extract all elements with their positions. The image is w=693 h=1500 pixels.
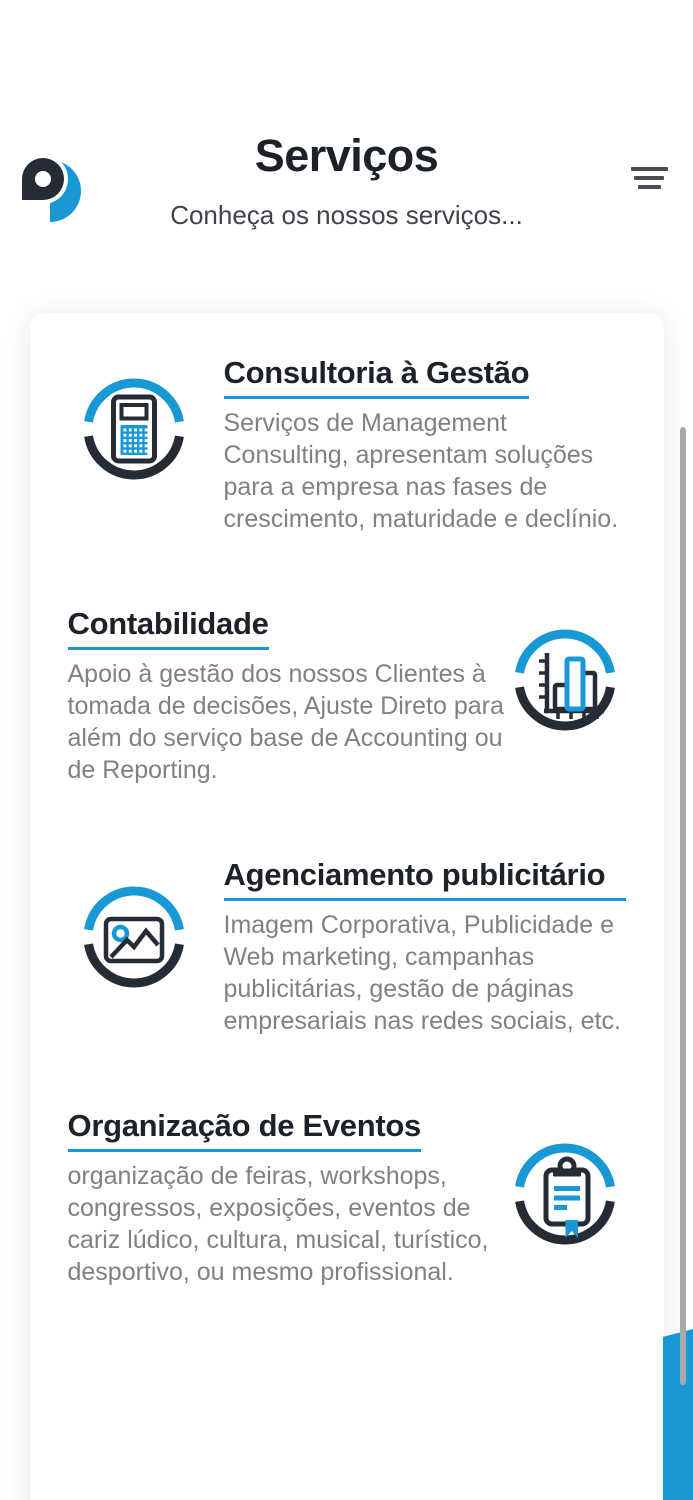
diagonal-blue-decoration <box>663 1329 693 1500</box>
services-card <box>30 313 664 1500</box>
service-description: organização de feiras, workshops, congressos, exposições, eventos de cariz lúdico, cultura, musical, turístico, desportivo, ou mesmo profissional. <box>67 1162 489 1286</box>
scrollbar-thumb[interactable] <box>680 427 686 1385</box>
page-title: Serviços <box>254 130 439 181</box>
hamburger-menu-icon[interactable] <box>630 167 668 189</box>
services-page <box>0 130 693 1500</box>
service-title-link[interactable]: Consultoria à Gestão <box>224 356 530 399</box>
service-title-link[interactable]: Agenciamento publicitário <box>224 858 626 901</box>
bar-chart-icon <box>508 623 622 737</box>
service-title-link[interactable]: Contabilidade <box>68 607 269 650</box>
clipboard-icon <box>508 1137 622 1251</box>
calculator-icon <box>77 372 191 486</box>
service-item-contabilidade <box>68 607 626 786</box>
service-title-link[interactable]: Organização de Eventos <box>68 1109 421 1152</box>
service-description: Apoio à gestão dos nossos Clientes à tomada de decisões, Ajuste Direto para além do serviço base de Accounting ou de Reporting. <box>67 660 504 784</box>
service-item-consultoria <box>68 356 626 535</box>
company-logo[interactable] <box>22 156 84 222</box>
service-item-agenciamento <box>68 858 626 1037</box>
image-icon <box>77 880 191 994</box>
service-description: Serviços de Management Consulting, apresentam soluções para a empresa nas fases de crescimento, maturidade e declínio. <box>223 409 619 533</box>
page-subtitle: Conheça os nossos serviços... <box>170 200 523 230</box>
service-item-eventos <box>68 1109 626 1288</box>
logo-a-mark <box>22 158 64 200</box>
service-description: Imagem Corporativa, Publicidade e Web marketing, campanhas publicitárias, gestão de páginas empresariais nas redes sociais, etc. <box>223 911 621 1035</box>
